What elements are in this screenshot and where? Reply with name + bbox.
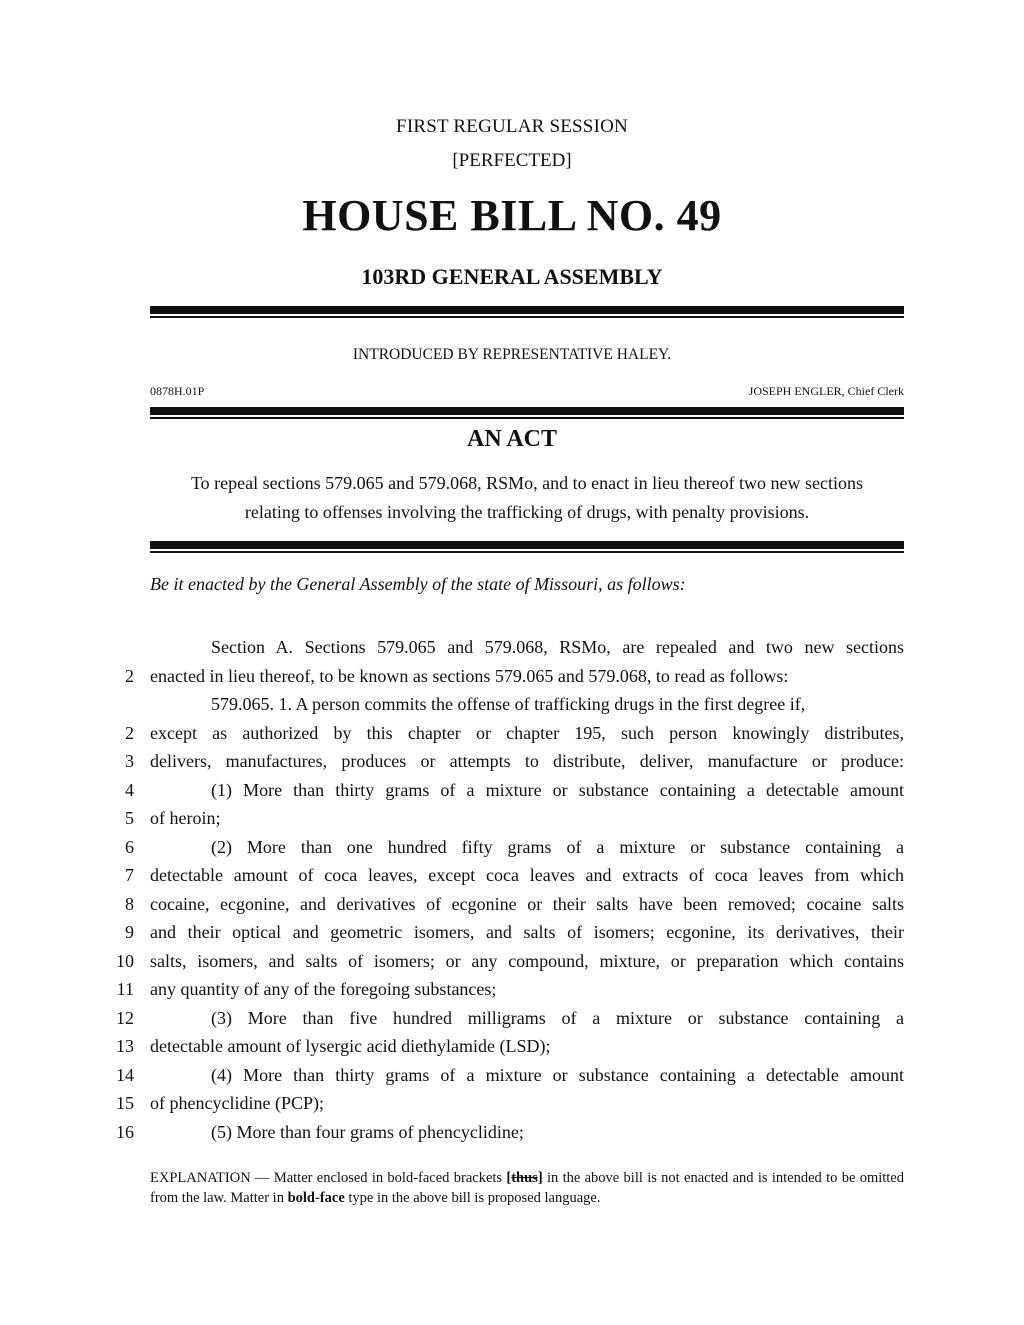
body-line: cocaine, ecgonine, and derivatives of ecgonine or their salts have been removed; cocaine salts xyxy=(150,893,904,914)
body-line: except as authorized by this chapter or chapter 195, such person knowingly distributes, xyxy=(150,722,904,743)
explanation-part-3: type in the above bill is proposed language. xyxy=(344,1190,601,1206)
line-number: 3 xyxy=(125,751,134,771)
body-line: (5) More than four grams of phencyclidine; xyxy=(211,1121,524,1142)
line-number: 9 xyxy=(125,922,134,942)
body-line: (2) More than one hundred fifty grams of a mixture or substance containing a xyxy=(211,836,904,857)
body-line: (3) More than five hundred milligrams of a mixture or substance containing a xyxy=(211,1007,904,1028)
header-rule-thin xyxy=(150,316,904,318)
bracket-close: ] xyxy=(537,1170,543,1186)
act-title-line-1: To repeal sections 579.065 and 579.068, RSMo, and to enact in lieu thereof two new sections xyxy=(190,473,864,493)
line-number: 5 xyxy=(125,808,134,828)
act-rule-thick xyxy=(150,407,904,415)
line-number: 2 xyxy=(125,722,134,743)
session-label: FIRST REGULAR SESSION xyxy=(396,116,628,137)
body-line: (4) More than thirty grams of a mixture or substance containing a detectable amount xyxy=(211,1064,904,1085)
header-rule-thick xyxy=(150,306,904,314)
line-number: 14 xyxy=(116,1064,134,1085)
bill-status: [PERFECTED] xyxy=(452,150,572,171)
body-line: (1) More than thirty grams of a mixture or substance containing a detectable amount xyxy=(211,779,904,800)
line-number: 15 xyxy=(116,1093,134,1113)
body-line: detectable amount of lysergic acid diethylamide (LSD); xyxy=(150,1036,551,1056)
line-number: 6 xyxy=(125,836,134,857)
act-title-line-2: relating to offenses involving the trafficking of drugs, with penalty provisions. xyxy=(244,501,810,522)
line-number: 4 xyxy=(125,779,134,800)
body-line: and their optical and geometric isomers, and salts of isomers; ecgonine, its derivatives, their xyxy=(150,922,904,942)
line-number: 12 xyxy=(116,1007,134,1028)
lr-code: 0878H.01P xyxy=(150,384,205,398)
act-title xyxy=(150,469,904,526)
deleted-example: thus xyxy=(511,1170,538,1186)
assembly-label: 103RD GENERAL ASSEMBLY xyxy=(361,264,663,289)
enact-rule-thin xyxy=(150,551,904,553)
body-line: Section A. Sections 579.065 and 579.068, RSMo, are repealed and two new sections xyxy=(211,637,904,657)
body-line: delivers, manufactures, produces or attempts to distribute, deliver, manufacture or produce: xyxy=(150,751,904,771)
body-line: of phencyclidine (PCP); xyxy=(150,1093,324,1113)
body-line: of heroin; xyxy=(150,808,221,828)
line-number: 16 xyxy=(116,1121,134,1142)
line-number: 10 xyxy=(116,950,134,971)
bill-number: HOUSE BILL NO. 49 xyxy=(302,191,722,240)
act-rule-thin xyxy=(150,417,904,419)
line-number: 11 xyxy=(116,979,134,999)
bold-face-example: bold-face xyxy=(287,1190,345,1206)
body-line: detectable amount of coca leaves, except coca leaves and extracts of coca leaves from which xyxy=(150,865,904,885)
body-line: enacted in lieu thereof, to be known as sections 579.065 and 579.068, to read as follows: xyxy=(150,665,789,686)
line-number: 13 xyxy=(116,1036,134,1056)
line-number: 7 xyxy=(125,865,134,885)
explanation-footnote xyxy=(150,1168,904,1208)
explanation-part-2: in the above bill is not enacted and is intended to be omitted from the law. Matter in xyxy=(150,1170,904,1206)
body-line: any quantity of any of the foregoing substances; xyxy=(150,979,497,999)
introduced-by: INTRODUCED BY REPRESENTATIVE HALEY. xyxy=(352,346,672,363)
body-line: salts, isomers, and salts of isomers; or any compound, mixture, or preparation which contains xyxy=(150,950,904,971)
line-number: 8 xyxy=(125,893,134,914)
bracket-open: [ xyxy=(506,1170,512,1186)
enact-rule-thick xyxy=(150,541,904,549)
explanation-part-1: Matter enclosed in bold-faced brackets xyxy=(273,1170,507,1186)
line-number: 2 xyxy=(125,665,134,686)
body-line: 579.065. 1. A person commits the offense of trafficking drugs in the first degree if, xyxy=(211,694,806,714)
chief-clerk: JOSEPH ENGLER, Chief Clerk xyxy=(748,384,904,398)
enacting-clause: Be it enacted by the General Assembly of the state of Missouri, as follows: xyxy=(150,574,686,594)
act-heading: AN ACT xyxy=(466,426,557,452)
explanation-lead: EXPLANATION — xyxy=(150,1170,274,1186)
